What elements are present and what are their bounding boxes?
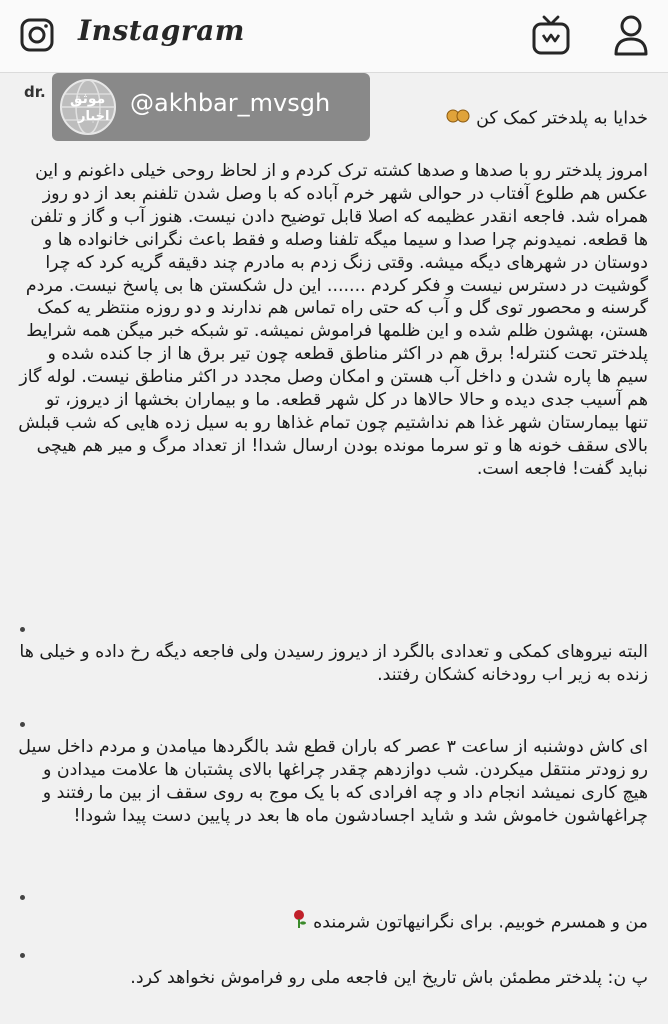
caption-paragraph-2: البته نیروهای کمکی و تعدادی بالگرد از دیروز رسیدن ولی فاجعه دیگه رخ داده و خیلی ها زنده به زیر اب رودخانه کشکان رفتند. [19, 642, 648, 685]
watermark-handle: @akhbar_mvsgh [130, 89, 331, 117]
igtv-icon[interactable] [531, 14, 571, 60]
separator-dot [20, 895, 25, 900]
watermark-logo-text: موثق [70, 91, 106, 107]
app-logo: Instagram [78, 14, 245, 47]
rose-emoji [290, 909, 308, 936]
caption-paragraph-1: امروز پلدختر رو با صدها و صدها کشته ترک کردم و از لحاظ روحی خیلی داغونم و این عکس هم طلوع آفتاب در حوالی شهر خرم آباده که با وصل شدن تلفنم بعد از دو روز همراه شد. فاجعه انقدر عظیمه که اصلا قابل توضیح دادن نیست. هنوز آب و گاز و تلفن ها قطعه. نمیدونم چرا صدا و سیما میگه تلفنا وصله و فقط باعث نگرانی خانواده ها و دوستان در شهرهای دیگه میشه. وقتی زنگ زدم به مادرم چند دقیقه گریه کرد که چرا گوشیت در دسترس نیست و فکر کردم ....... این دل شکستن ها بی پاسخ نیست. مردم گرسنه و محصور توی گل و آب که حتی راه تماس هم ندارند و دو روزه منتظر یه کمک هستن، بهشون ظلم شده و این ظلمها فراموش نمیشه. تو شبکه خبر میگن همه شرایط پلدختر تحت کنترله! برق هم در اکثر مناطق قطعه چون تیر برق ها از جا کنده شده و سیم ها پاره شدن و داخل آب هستن و امکان وصل مجدد در اکثر مناطق نیست. لوله گاز هم آسیب جدی دیده و حالا حالاها در کل شهر قطعه. ما و بیماران بخشها از دیروز، تو تنها بیمارستان شهر غذا هم نداشتیم چون تمام غذاها رو به سیل زده هایی که شب قبلش بالای سقف خونه ها و تو سرما مونده بودن ارسال شدا! از تعداد مرگ و میر هم هیچی نباید گفت! فاجعه است. [18, 161, 648, 479]
caption-paragraph-4 [18, 909, 648, 936]
caption-paragraph-3: ای کاش دوشنبه از ساعت ۳ عصر که باران قطع شد بالگردها میامدن و مردم داخل سیل رو زودتر منتقل میکردن. شب دوازدهم چقدر چراغها بالای پشتبان ها علامت میدادن و هیچ کاری نمیشد انجام داد و چه افرادی که با یک موج به روی سقف از بین ما رفتند و چراغهاشون خاموش شد و شاید اجسادشون ماه ها بعد در پایین دست پیدا شودا! [18, 737, 648, 826]
separator-dot [20, 953, 25, 958]
camera-icon[interactable] [18, 16, 56, 58]
caption-title [18, 107, 648, 130]
post-author[interactable]: dr. [24, 83, 46, 101]
caption-title-text: خدایا به پلدختر کمک کن [476, 108, 648, 129]
profile-icon[interactable] [612, 14, 650, 60]
separator-dot [20, 722, 25, 727]
post-caption [0, 73, 668, 1024]
caption-paragraph-4-text: من و همسرم خوبیم. برای نگرانیهاتون شرمنده [313, 912, 648, 933]
praying-hands-emoji [445, 107, 471, 130]
watermark-logo-subtext: اخبار [78, 109, 110, 124]
caption-postscript: پ ن: پلدختر مطمئن باش تاریخ این فاجعه ملی رو فراموش نخواهد کرد. [130, 968, 648, 988]
top-bar [0, 0, 668, 73]
separator-dot [20, 627, 25, 632]
